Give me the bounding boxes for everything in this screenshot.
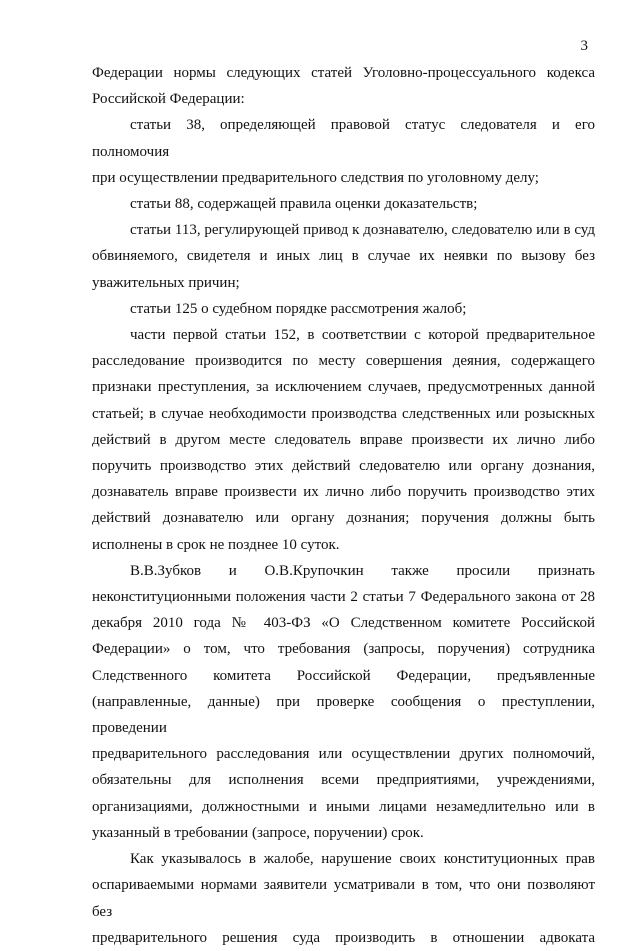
- text-line: (направленные, данные) при проверке сообщения о преступлении, проведении: [92, 693, 595, 737]
- text-line: организациями, должностными и иными лицами незамедлительно или в: [92, 798, 595, 815]
- text-line: признаки преступления, за исключением случаев, предусмотренных данной: [92, 379, 595, 396]
- text-line: Следственного комитета Российской Федерации, предъявленные: [92, 667, 595, 684]
- text-line: обязательны для исполнения всеми предприятиями, учреждениями,: [92, 772, 595, 789]
- text-line: Как указывалось в жалобе, нарушение своих конституционных прав: [130, 851, 595, 868]
- page-number: 3: [580, 38, 588, 54]
- paragraph: [92, 296, 595, 322]
- text-line: исполнены в срок не позднее 10 суток.: [92, 536, 340, 553]
- text-line: поручить производство этих действий следователю или органу дознания,: [92, 458, 595, 475]
- text-line: предварительного расследования или осуществлении других полномочий,: [92, 746, 595, 763]
- text-line: при осуществлении предварительного следствия по уголовному делу;: [92, 169, 539, 186]
- paragraph: [92, 191, 595, 217]
- text-line: Российской Федерации:: [92, 91, 245, 108]
- text-line: декабря 2010 года № 403-ФЗ «О Следственном комитете Российской: [92, 615, 595, 632]
- text-line: статьи 125 о судебном порядке рассмотрения жалоб;: [130, 300, 467, 317]
- paragraph: [92, 558, 595, 846]
- text-line: указанный в требовании (запросе, поручении) срок.: [92, 824, 424, 841]
- text-line: действий дознавателю или органу дознания; поручения должны быть: [92, 510, 595, 527]
- paragraph: [92, 322, 595, 558]
- text-line: обвиняемого, свидетеля и иных лиц в случае их неявки по вызову без: [92, 248, 595, 265]
- paragraph: [92, 846, 595, 951]
- paragraph: [92, 60, 595, 112]
- text-line: неконституционными положения части 2 статьи 7 Федерального закона от 28: [92, 589, 595, 606]
- paragraph: [92, 112, 595, 191]
- text-line: предварительного решения суда производить в отношении адвоката: [92, 929, 595, 946]
- text-line: расследование производится по месту совершения деяния, содержащего: [92, 353, 595, 370]
- text-line: дознаватель вправе произвести их лично либо поручить производство этих: [92, 484, 595, 501]
- text-line: статьи 88, содержащей правила оценки доказательств;: [130, 196, 478, 213]
- text-line: статьей; в случае необходимости производства следственных или розыскных: [92, 405, 595, 422]
- text-line: оспариваемыми нормами заявители усматривали в том, что они позволяют без: [92, 877, 595, 920]
- text-line: действий в другом месте следователь вправе произвести их лично либо: [92, 431, 595, 448]
- text-line: Федерации нормы следующих статей Уголовно-процессуального кодекса: [92, 65, 595, 81]
- text-line: части первой статьи 152, в соответствии с которой предварительное: [130, 327, 595, 344]
- text-line: В.В.Зубков и О.В.Крупочкин также просили признать: [130, 562, 595, 579]
- paragraph: [92, 217, 595, 296]
- text-line: статьи 113, регулирующей привод к дознавателю, следователю или в суд: [130, 222, 595, 239]
- document-body: [92, 60, 595, 951]
- text-line: статьи 38, определяющей правовой статус следователя и его полномочия: [92, 117, 595, 160]
- text-line: уважительных причин;: [92, 274, 240, 291]
- text-line: Федерации» о том, что требования (запросы, поручения) сотрудника: [92, 641, 595, 658]
